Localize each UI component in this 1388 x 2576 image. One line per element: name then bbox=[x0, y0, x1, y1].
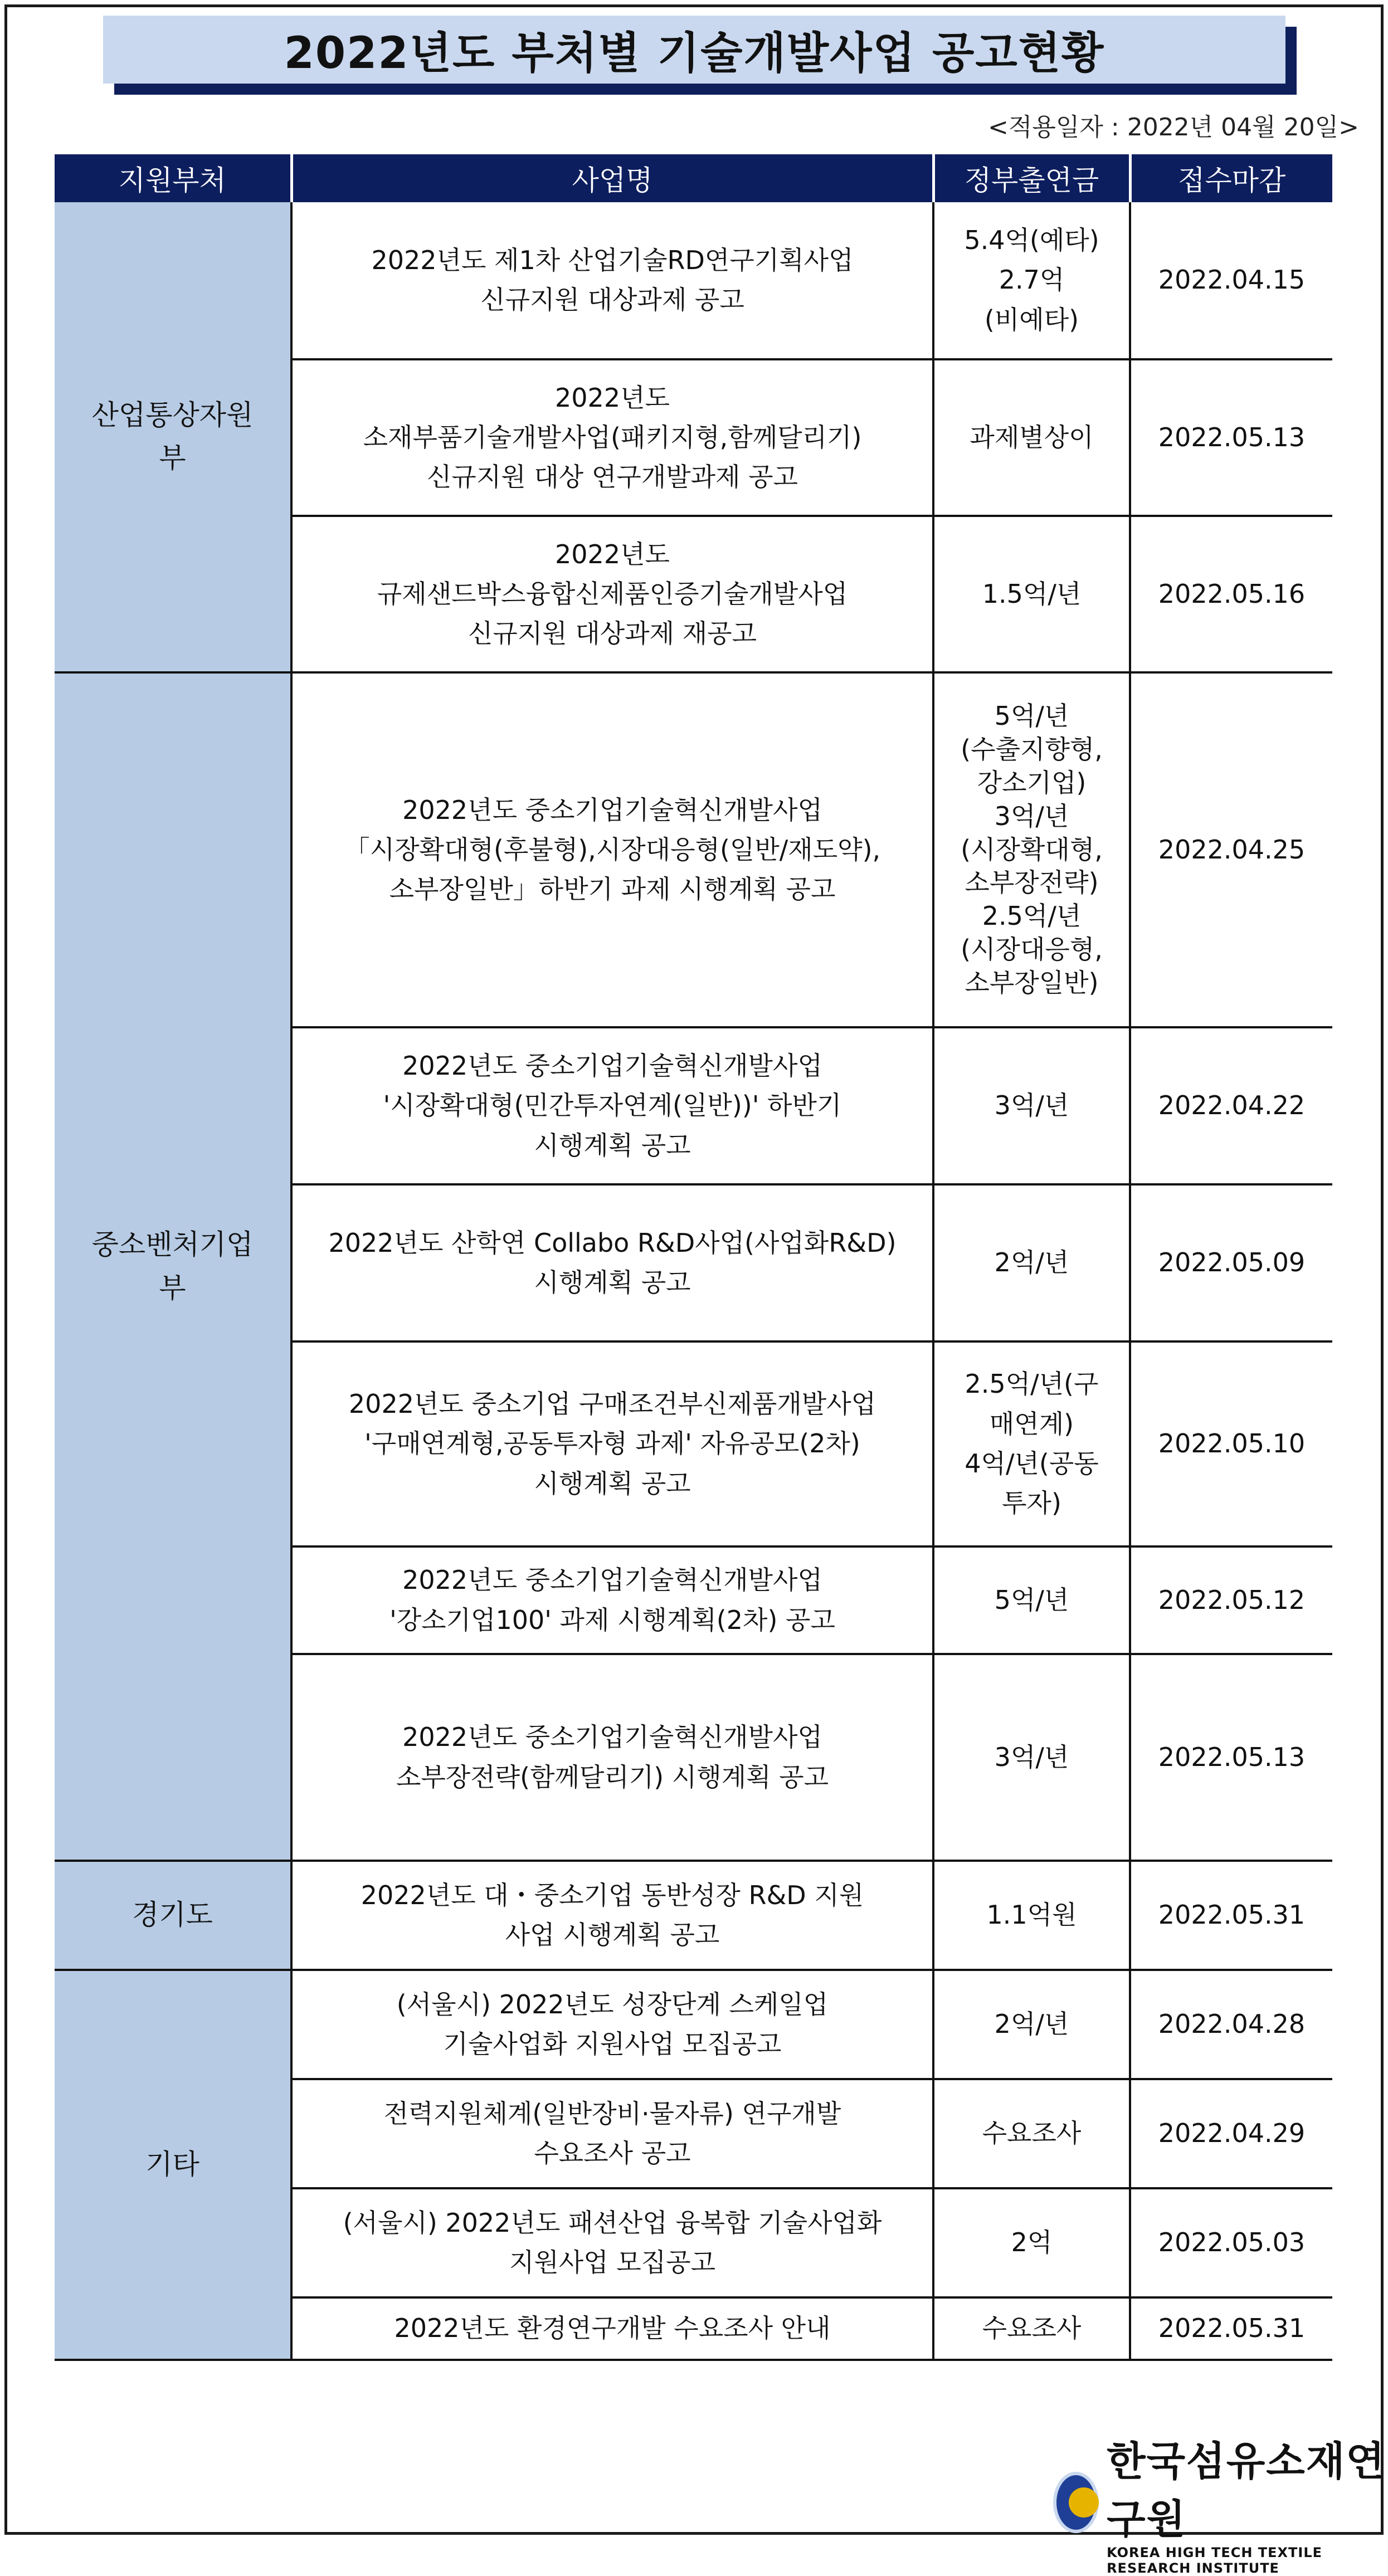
table-row bbox=[55, 1970, 1332, 2079]
budget-cell: 5.4억(예타) 2.7억 (비예타) bbox=[933, 202, 1130, 359]
project-name: 2022년도 제1차 산업기술RD연구기획사업 신규지원 대상과제 공고 bbox=[291, 202, 933, 359]
project-name: (서울시) 2022년도 성장단계 스케일업 기술사업화 지원사업 모집공고 bbox=[291, 1970, 933, 2079]
project-name: 전력지원체계(일반장비·물자류) 연구개발 수요조사 공고 bbox=[291, 2079, 933, 2188]
budget-cell: 3억/년 bbox=[933, 1027, 1130, 1184]
budget-cell: 과제별상이 bbox=[933, 359, 1130, 516]
announcement-table bbox=[55, 154, 1332, 2361]
table-row bbox=[55, 202, 1332, 359]
project-name: 2022년도 중소기업 구매조건부신제품개발사업 '구매연계형,공동투자형 과제' 자유공모(2차) 시행계획 공고 bbox=[291, 1341, 933, 1546]
table-header-row bbox=[55, 154, 1332, 202]
project-name: 2022년도 산학연 Collabo R&D사업(사업화R&D) 시행계획 공고 bbox=[291, 1184, 933, 1341]
deadline-cell: 2022.04.15 bbox=[1130, 202, 1332, 359]
deadline-cell: 2022.05.09 bbox=[1130, 1184, 1332, 1341]
budget-cell: 수요조사 bbox=[933, 2079, 1130, 2188]
budget-cell: 2.5억/년(구 매연계) 4억/년(공동 투자) bbox=[933, 1341, 1130, 1546]
project-name: 2022년도 대・중소기업 동반성장 R&D 지원 사업 시행계획 공고 bbox=[291, 1861, 933, 1970]
project-name: 2022년도 중소기업기술혁신개발사업 '시장확대형(민간투자연계(일반))' 하반기 시행계획 공고 bbox=[291, 1027, 933, 1184]
deadline-cell: 2022.04.28 bbox=[1130, 1970, 1332, 2079]
dept-cell: 기타 bbox=[55, 1970, 291, 2360]
logo-text bbox=[1107, 2429, 1388, 2576]
deadline-cell: 2022.05.03 bbox=[1130, 2188, 1332, 2297]
dept-cell: 중소벤처기업 부 bbox=[55, 672, 291, 1861]
deadline-cell: 2022.04.25 bbox=[1130, 672, 1332, 1027]
budget-cell: 5억/년 bbox=[933, 1546, 1130, 1654]
budget-cell: 5억/년 (수출지향형, 강소기업) 3억/년 (시장확대형, 소부장전략) 2.5억/년 (시장대응형, 소부장일반) bbox=[933, 672, 1130, 1027]
project-name: 2022년도 환경연구개발 수요조사 안내 bbox=[291, 2297, 933, 2360]
budget-cell: 1.1억원 bbox=[933, 1861, 1130, 1970]
deadline-cell: 2022.05.31 bbox=[1130, 2297, 1332, 2360]
table-row bbox=[55, 672, 1332, 1027]
dept-cell: 경기도 bbox=[55, 1861, 291, 1970]
deadline-cell: 2022.05.31 bbox=[1130, 1861, 1332, 1970]
header-dept: 지원부처 bbox=[55, 154, 291, 202]
budget-cell: 1.5억/년 bbox=[933, 516, 1130, 672]
budget-cell: 3억/년 bbox=[933, 1654, 1130, 1861]
project-name: 2022년도 중소기업기술혁신개발사업 '강소기업100' 과제 시행계획(2차) 공고 bbox=[291, 1546, 933, 1654]
header-deadline: 접수마감 bbox=[1130, 154, 1332, 202]
logo-name-ko: 한국섬유소재연구원 bbox=[1107, 2438, 1386, 2543]
effective-date-note: <적용일자 : 2022년 04월 20일> bbox=[988, 113, 1359, 142]
logo-emblem-icon bbox=[1053, 2472, 1099, 2533]
project-name: 2022년도 소재부품기술개발사업(패키지형,함께달리기) 신규지원 대상 연구개발과제 공고 bbox=[291, 359, 933, 516]
page-title: 2022년도 부처별 기술개발사업 공고현황 bbox=[284, 28, 1105, 79]
budget-cell: 수요조사 bbox=[933, 2297, 1130, 2360]
deadline-cell: 2022.05.13 bbox=[1130, 359, 1332, 516]
budget-cell: 2억/년 bbox=[933, 1184, 1130, 1341]
institute-logo bbox=[1053, 2429, 1388, 2576]
header-budget: 정부출연금 bbox=[933, 154, 1130, 202]
budget-cell: 2억 bbox=[933, 2188, 1130, 2297]
dept-cell: 산업통상자원 부 bbox=[55, 202, 291, 672]
deadline-cell: 2022.05.12 bbox=[1130, 1546, 1332, 1654]
project-name: (서울시) 2022년도 패션산업 융복합 기술사업화 지원사업 모집공고 bbox=[291, 2188, 933, 2297]
header-name: 사업명 bbox=[291, 154, 933, 202]
project-name: 2022년도 중소기업기술혁신개발사업 소부장전략(함께달리기) 시행계획 공고 bbox=[291, 1654, 933, 1861]
project-name: 2022년도 중소기업기술혁신개발사업 「시장확대형(후불형),시장대응형(일반/재도약), 소부장일반」하반기 과제 시행계획 공고 bbox=[291, 672, 933, 1027]
deadline-cell: 2022.04.22 bbox=[1130, 1027, 1332, 1184]
table-row bbox=[55, 1861, 1332, 1970]
title-banner bbox=[103, 16, 1285, 84]
deadline-cell: 2022.05.16 bbox=[1130, 516, 1332, 672]
deadline-cell: 2022.05.13 bbox=[1130, 1654, 1332, 1861]
project-name: 2022년도 규제샌드박스융합신제품인증기술개발사업 신규지원 대상과제 재공고 bbox=[291, 516, 933, 672]
deadline-cell: 2022.05.10 bbox=[1130, 1341, 1332, 1546]
logo-name-en: KOREA HIGH TECH TEXTILE RESEARCH INSTITUTE bbox=[1107, 2545, 1323, 2576]
deadline-cell: 2022.04.29 bbox=[1130, 2079, 1332, 2188]
budget-cell: 2억/년 bbox=[933, 1970, 1130, 2079]
